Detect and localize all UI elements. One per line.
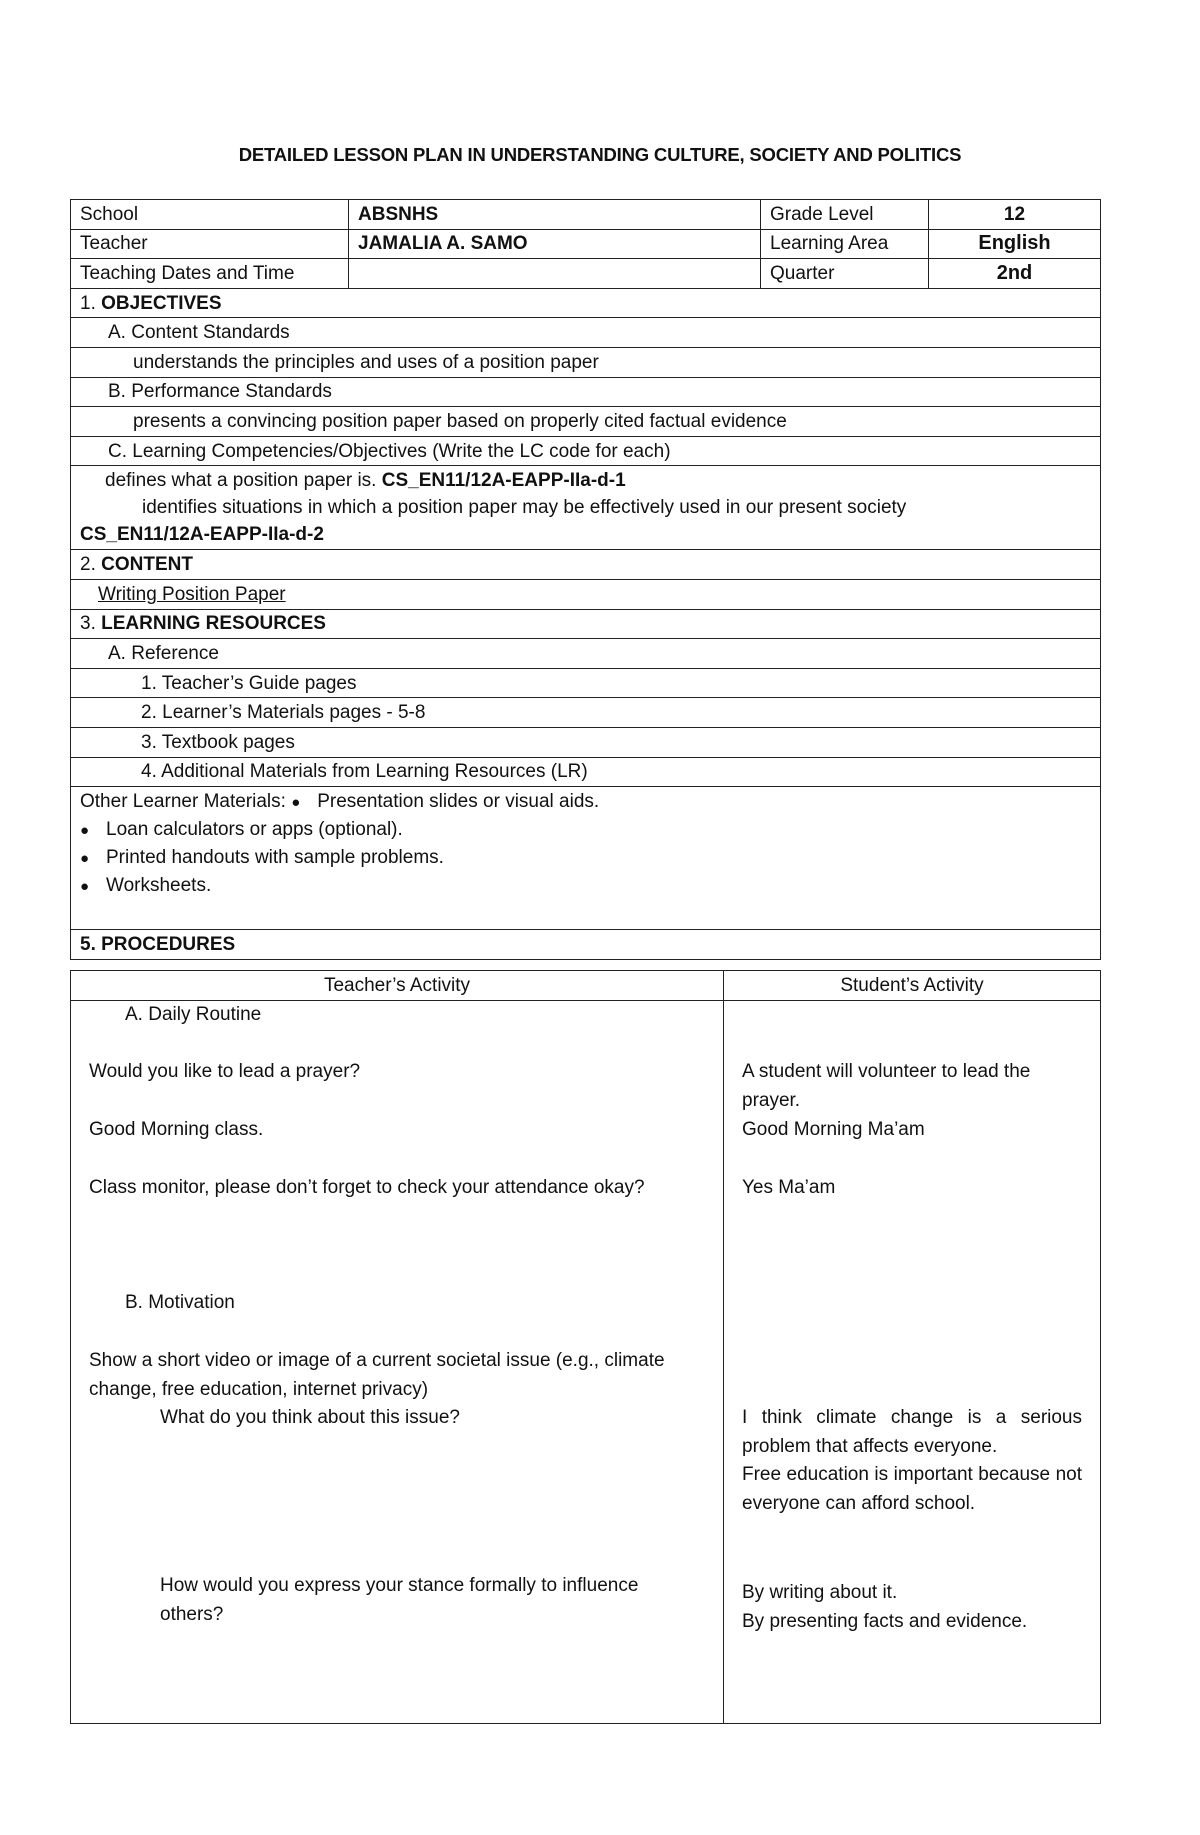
teacher-greeting: Good Morning class. bbox=[89, 1119, 264, 1140]
student-activity-cell bbox=[724, 1001, 1101, 1724]
student-answer-3: By writing about it. bbox=[742, 1582, 898, 1603]
objectives-number: 1. bbox=[80, 292, 102, 314]
content-standards-text: understands the principles and uses of a position paper bbox=[71, 347, 1101, 377]
quarter-value: 2nd bbox=[929, 259, 1101, 289]
teacher-value: JAMALIA A. SAMO bbox=[349, 229, 761, 259]
daily-routine-label: A. Daily Routine bbox=[125, 1004, 262, 1025]
content-topic-cell bbox=[71, 579, 1101, 609]
teacher-question-1: What do you think about this issue? bbox=[160, 1407, 460, 1428]
student-activity-header: Student’s Activity bbox=[724, 971, 1101, 1001]
grade-label: Grade Level bbox=[761, 200, 929, 230]
resource-item: 3. Textbook pages bbox=[71, 727, 1101, 757]
bullet-icon: ● bbox=[291, 794, 301, 812]
teacher-label: Teacher bbox=[71, 229, 349, 259]
other-material-item: Presentation slides or visual aids. bbox=[317, 791, 600, 813]
content-number: 2. bbox=[80, 554, 102, 576]
dates-row bbox=[71, 259, 1101, 289]
teacher-activity-cell bbox=[71, 1001, 724, 1724]
teacher-question-2: How would you express your stance formally to influence others? bbox=[160, 1575, 639, 1625]
student-attendance: Yes Ma’am bbox=[742, 1177, 836, 1198]
bullet-icon: ● bbox=[80, 878, 90, 896]
school-row bbox=[71, 200, 1101, 230]
teacher-attendance: Class monitor, please don’t forget to check your attendance okay? bbox=[89, 1177, 645, 1198]
content-topic: Writing Position Paper bbox=[98, 583, 286, 605]
procedures-heading: 5. PROCEDURES bbox=[71, 930, 1101, 960]
content-standards-label: A. Content Standards bbox=[71, 318, 1101, 348]
grade-value: 12 bbox=[929, 200, 1101, 230]
bullet-icon: ● bbox=[80, 822, 90, 840]
teacher-activity-header: Teacher’s Activity bbox=[71, 971, 724, 1001]
procedures-table bbox=[70, 970, 1101, 1724]
teacher-show-issue: Show a short video or image of a current societal issue (e.g., climate change, free education, internet privacy) bbox=[89, 1350, 665, 1400]
dates-value bbox=[349, 259, 761, 289]
competencies-label: C. Learning Competencies/Objectives (Write the LC code for each) bbox=[71, 436, 1101, 466]
student-answer-2: Free education is important because not everyone can afford school. bbox=[742, 1464, 1082, 1514]
other-material-item: Printed handouts with sample problems. bbox=[106, 847, 444, 869]
student-greeting: Good Morning Ma’am bbox=[742, 1119, 925, 1140]
student-answer-4: By presenting facts and evidence. bbox=[742, 1611, 1028, 1632]
resource-item: 2. Learner’s Materials pages - 5-8 bbox=[71, 698, 1101, 728]
reference-label: A. Reference bbox=[71, 639, 1101, 669]
other-materials-label: Other Learner Materials: bbox=[80, 791, 292, 813]
motivation-label: B. Motivation bbox=[125, 1292, 235, 1313]
resources-number: 3. bbox=[80, 613, 102, 635]
area-label: Learning Area bbox=[761, 229, 929, 259]
resources-heading bbox=[71, 609, 1101, 639]
competency-2-text: identifies situations in which a position paper may be effectively used in our present society bbox=[142, 497, 907, 519]
student-prayer: A student will volunteer to lead the prayer. bbox=[742, 1061, 1031, 1111]
teacher-prayer: Would you like to lead a prayer? bbox=[89, 1061, 361, 1082]
teacher-row bbox=[71, 229, 1101, 259]
other-material-item: Worksheets. bbox=[106, 875, 212, 897]
content-heading bbox=[71, 550, 1101, 580]
lesson-plan-table bbox=[70, 199, 1101, 960]
resource-item: 4. Additional Materials from Learning Resources (LR) bbox=[71, 757, 1101, 787]
objectives-heading bbox=[71, 288, 1101, 318]
competency-2-code: CS_EN11/12A-EAPP-IIa-d-2 bbox=[80, 524, 324, 546]
content-title: CONTENT bbox=[101, 554, 193, 576]
performance-standards-label: B. Performance Standards bbox=[71, 377, 1101, 407]
area-value: English bbox=[929, 229, 1101, 259]
other-material-item: Loan calculators or apps (optional). bbox=[106, 819, 403, 841]
resource-item: 1. Teacher’s Guide pages bbox=[71, 668, 1101, 698]
school-value: ABSNHS bbox=[349, 200, 761, 230]
bullet-icon: ● bbox=[80, 850, 90, 868]
dates-label: Teaching Dates and Time bbox=[71, 259, 349, 289]
resources-title: LEARNING RESOURCES bbox=[101, 613, 326, 635]
other-materials bbox=[71, 787, 1101, 930]
competencies-list bbox=[71, 466, 1101, 550]
school-label: School bbox=[71, 200, 349, 230]
quarter-label: Quarter bbox=[761, 259, 929, 289]
performance-standards-text: presents a convincing position paper based on properly cited factual evidence bbox=[71, 407, 1101, 437]
student-answer-1: I think climate change is a serious problem that affects everyone. bbox=[742, 1407, 1082, 1457]
page-title: DETAILED LESSON PLAN IN UNDERSTANDING CULTURE, SOCIETY AND POLITICS bbox=[238, 144, 962, 165]
competency-1-text: defines what a position paper is. bbox=[105, 470, 382, 492]
objectives-title: OBJECTIVES bbox=[101, 292, 222, 314]
competency-1-code: CS_EN11/12A-EAPP-IIa-d-1 bbox=[381, 470, 626, 492]
